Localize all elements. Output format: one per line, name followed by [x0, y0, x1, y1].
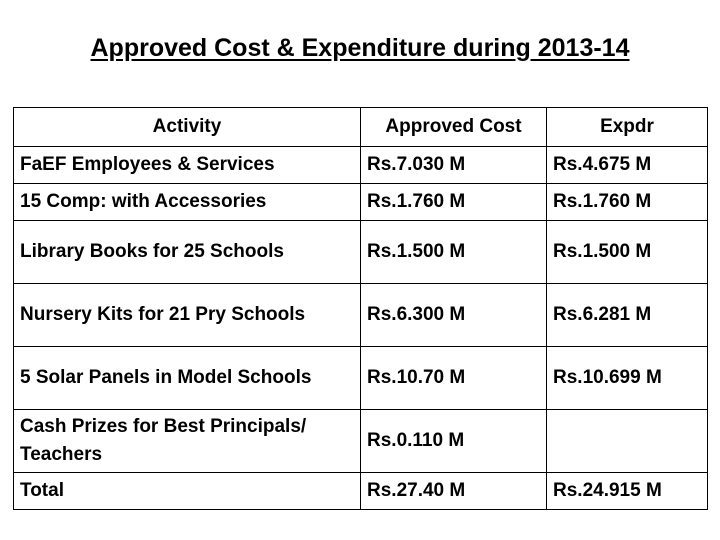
- cell-expdr: Rs.1.500 M: [547, 221, 708, 284]
- cell-activity: 15 Comp: with Accessories: [14, 184, 361, 221]
- column-header-approved-cost: Approved Cost: [361, 108, 547, 147]
- cell-approved-cost: Rs.0.110 M: [361, 410, 547, 473]
- cell-approved-cost: Rs.1.500 M: [361, 221, 547, 284]
- cell-expdr: Rs.10.699 M: [547, 347, 708, 410]
- cell-approved-cost: Rs.10.70 M: [361, 347, 547, 410]
- cell-activity: FaEF Employees & Services: [14, 147, 361, 184]
- cell-expdr: Rs.6.281 M: [547, 284, 708, 347]
- cell-expdr: Rs.1.760 M: [547, 184, 708, 221]
- table-row: [14, 221, 708, 284]
- cell-activity: Library Books for 25 Schools: [14, 221, 361, 284]
- table-row: [14, 347, 708, 410]
- table-row: [14, 147, 708, 184]
- table-row: [14, 410, 708, 473]
- cost-expenditure-table: [13, 107, 708, 510]
- page-title: Approved Cost & Expenditure during 2013-14: [90, 34, 630, 62]
- cell-activity: Cash Prizes for Best Principals/ Teachers: [14, 410, 361, 473]
- column-header-activity: Activity: [14, 108, 361, 147]
- table-header-row: [14, 108, 708, 147]
- cell-expdr: Rs.4.675 M: [547, 147, 708, 184]
- cell-expdr: [547, 410, 708, 473]
- cell-approved-cost: Rs.6.300 M: [361, 284, 547, 347]
- cell-approved-cost: Rs.27.40 M: [361, 473, 547, 510]
- table-row: [14, 184, 708, 221]
- column-header-expdr: Expdr: [547, 108, 708, 147]
- cell-activity: Nursery Kits for 21 Pry Schools: [14, 284, 361, 347]
- cell-expdr: Rs.24.915 M: [547, 473, 708, 510]
- cell-activity: Total: [14, 473, 361, 510]
- table-row: [14, 284, 708, 347]
- cell-approved-cost: Rs.1.760 M: [361, 184, 547, 221]
- table-row-total: [14, 473, 708, 510]
- cell-activity: 5 Solar Panels in Model Schools: [14, 347, 361, 410]
- cell-approved-cost: Rs.7.030 M: [361, 147, 547, 184]
